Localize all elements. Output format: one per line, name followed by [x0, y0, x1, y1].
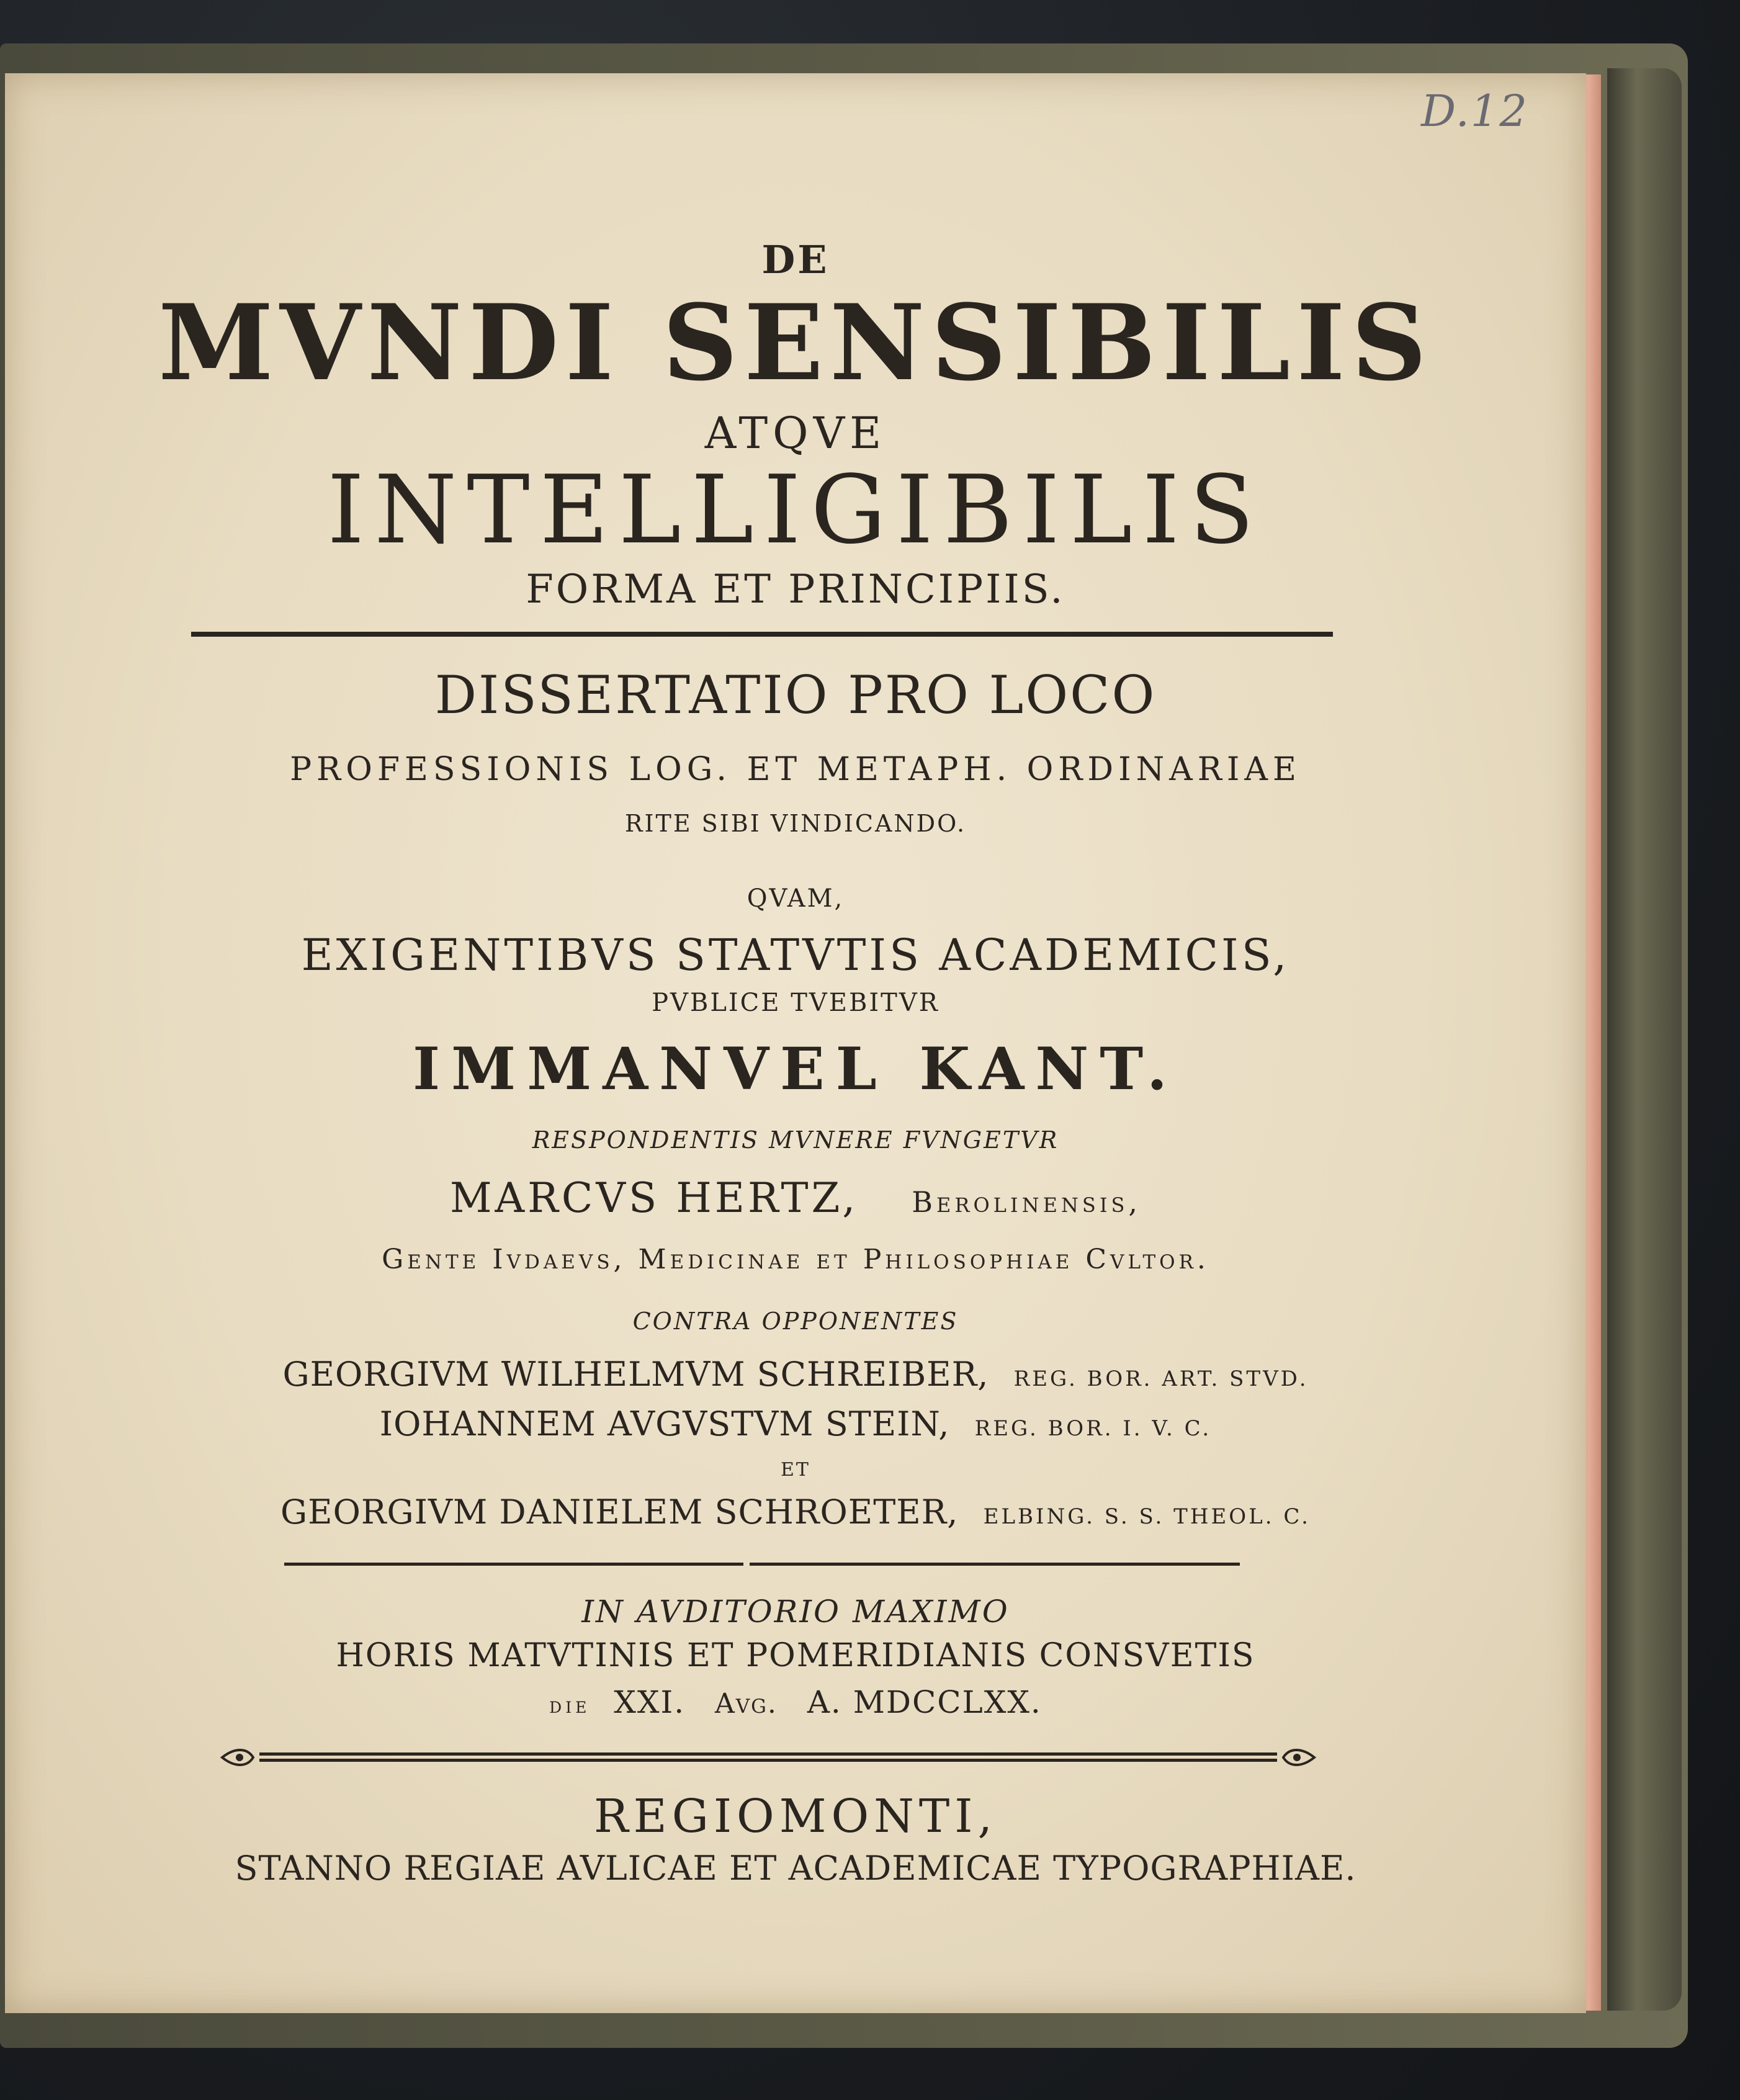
rite-line: RITE SIBI VINDICANDO.	[624, 810, 967, 837]
respondent-line	[5, 1174, 1586, 1222]
dissertatio-line: DISSERTATIO PRO LOCO	[434, 665, 1157, 725]
professionis-line: PROFESSIONIS LOG. ET METAPH. ORDINARIAE	[290, 751, 1301, 788]
respondent-origin: Berolinensis,	[912, 1185, 1142, 1219]
divider-right	[750, 1563, 1240, 1566]
title-intelligibilis: INTELLIGIBILIS	[327, 455, 1264, 565]
title-mundi-sensibilis: MVNDI SENSIBILIS	[158, 281, 1433, 404]
contra-opponentes: CONTRA OPPONENTES	[632, 1308, 959, 1335]
exigentibus-line: EXIGENTIBVS STATVTIS ACADEMICIS,	[301, 930, 1290, 980]
opponent-1-name: GEORGIVM WILHELMVM SCHREIBER,	[282, 1355, 989, 1394]
title-de: DE	[761, 237, 830, 282]
opponent-3-name: GEORGIVM DANIELEM SCHROETER,	[280, 1492, 959, 1532]
title-page	[5, 73, 1586, 2013]
date-month: Avg.	[715, 1688, 778, 1720]
opponent-1-title: REG. BOR. ART. STVD.	[1013, 1366, 1309, 1391]
opponent-2-title: REG. BOR. I. V. C.	[974, 1416, 1212, 1441]
auditorio-line: IN AVDITORIO MAXIMO	[581, 1594, 1010, 1630]
date-line	[5, 1684, 1586, 1720]
gente-line: Gente Ivdaevs, Medicinae et Philosophiae Cvltor.	[382, 1244, 1209, 1275]
title-atque: ATQVE	[704, 408, 887, 459]
quam-line: QVAM,	[747, 884, 845, 913]
title-forma-principiis: FORMA ET PRINCIPIIS.	[526, 567, 1065, 612]
respondent-name: MARCVS HERTZ,	[449, 1174, 859, 1222]
book-spine-edge	[1607, 68, 1682, 2011]
place-line: REGIOMONTI,	[593, 1790, 998, 1843]
handwritten-shelfmark: D.12	[1421, 86, 1528, 137]
horis-line: HORIS MATVTINIS ET POMERIDIANIS CONSVETIS	[336, 1637, 1255, 1674]
divider-left	[284, 1563, 743, 1566]
publice-line: PVBLICE TVEBITVR	[652, 989, 940, 1017]
title-divider	[191, 632, 1333, 637]
author-name: IMMANVEL KANT.	[413, 1035, 1178, 1103]
date-die: die	[549, 1693, 591, 1718]
opponent-2-name: IOHANNEM AVGVSTVM STEIN,	[379, 1404, 950, 1443]
date-year: A. MDCCLXX.	[807, 1684, 1042, 1720]
opponent-1-line	[5, 1355, 1586, 1394]
date-day: XXI.	[614, 1684, 686, 1720]
respondentis-line: RESPONDENTIS MVNERE FVNGETVR	[532, 1126, 1059, 1154]
opponent-2-line	[5, 1404, 1586, 1443]
opponent-3-title: ELBING. S. S. THEOL. C.	[983, 1504, 1311, 1529]
et-line: ET	[781, 1459, 810, 1481]
opponent-3-line	[5, 1492, 1586, 1532]
printer-line: STANNO REGIAE AVLICAE ET ACADEMICAE TYPOGRAPHIAE.	[235, 1849, 1357, 1888]
ornamental-rule	[210, 1745, 1327, 1770]
